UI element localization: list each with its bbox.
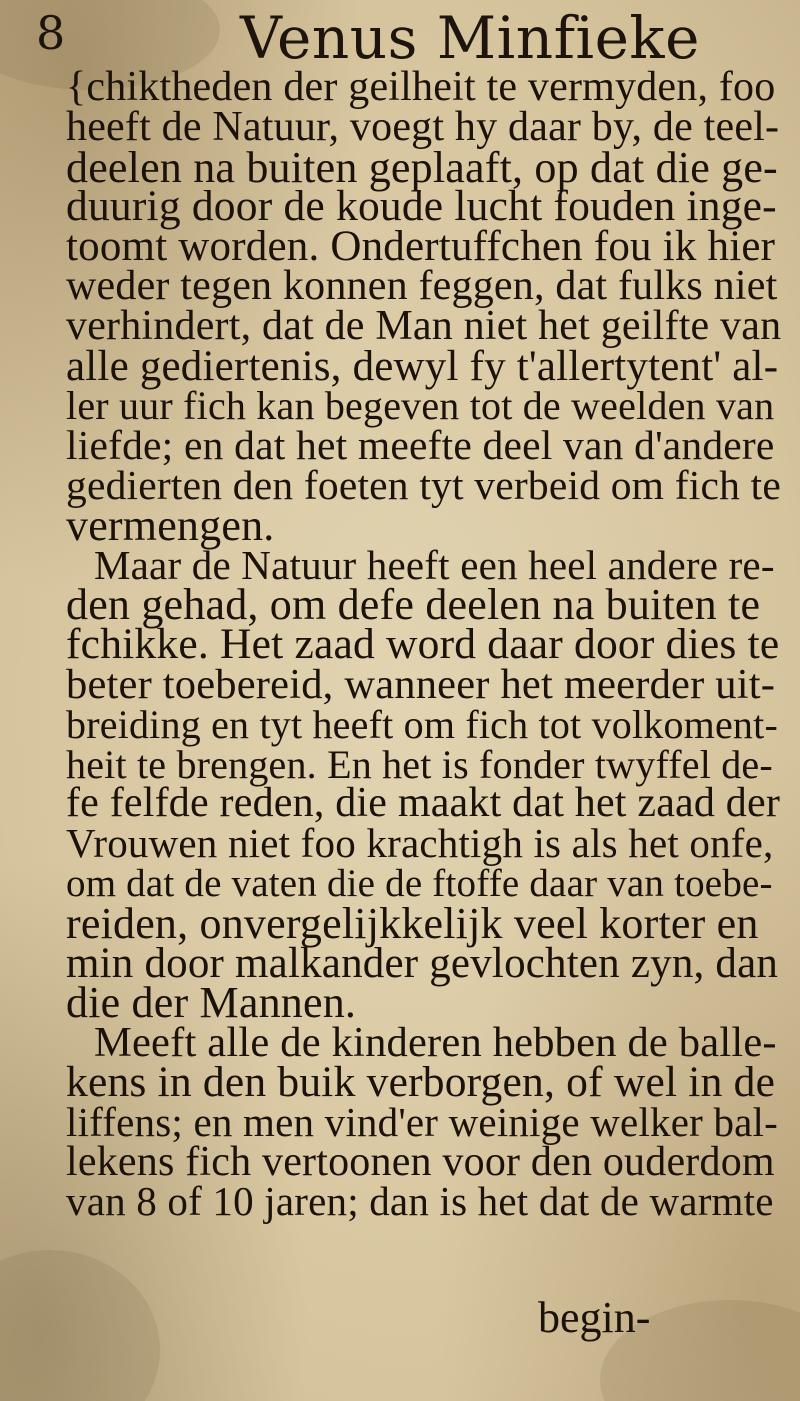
text-line: alle gediertenis, dewyl fy t'allertytent' al- [66, 342, 779, 390]
text-line: beter toebereid, wanneer het meerder uit- [66, 660, 776, 708]
text-line: den gehad, om defe deelen na buiten te [66, 580, 761, 630]
text-line: fe felfde reden, die maakt dat het zaad der [66, 780, 781, 827]
text-line: gedierten den foeten tyt verbeid om fich te [66, 461, 781, 508]
text-line: breiding en tyt heeft om fich tot volkoment- [66, 701, 778, 747]
text-line: liefde; en dat het meefte deel van d'andere [66, 422, 775, 469]
page-number: 8 [36, 6, 66, 60]
text-line: fchikke. Het zaad word daar door dies te [66, 620, 780, 669]
text-line: weder tegen konnen feggen, dat fulks niet [66, 262, 778, 309]
text-line: liffens; en men vind'er weinige welker bal- [66, 1098, 778, 1145]
catchword: begin- [538, 1293, 651, 1342]
text-line: vermengen. [66, 500, 275, 550]
page-header [0, 4, 800, 72]
text-line: lekens fich vertoonen voor den ouderdom [66, 1138, 775, 1185]
text-line: die der Mannen. [66, 978, 357, 1028]
text-line: om dat de vaten die de ftoffe daar van toebe- [66, 861, 773, 905]
text-line: toomt worden. Ondertuffchen fou ik hier [66, 223, 776, 271]
paper-stain [0, 1250, 160, 1401]
paragraph-start-line: Meeft alle de kinderen hebben de balle- [94, 1019, 777, 1067]
text-line: deelen na buiten geplaaft, op dat die ge- [66, 142, 778, 192]
text-line: reiden, onvergelijkkelijk veel korter en [66, 898, 759, 948]
text-line: min door malkander gevlochten zyn, dan [66, 939, 779, 987]
text-line: {chiktheden der geilheit te vermyden, foo [66, 64, 776, 110]
text-line: heit te brengen. En het is fonder twyffel de- [66, 741, 773, 787]
text-line: ler uur fich kan begeven tot de weelden van [66, 383, 775, 429]
text-line: van 8 of 10 jaren; dan is het dat de warmte [66, 1178, 774, 1225]
body-text [66, 64, 782, 1225]
text-line: verhindert, dat de Man niet het geilfte van [66, 302, 782, 349]
paragraph-start-line: Maar de Natuur heeft een heel andere re- [94, 541, 775, 588]
text-line: heeft de Natuur, voegt hy daar by, de teel- [66, 103, 780, 150]
text-line: Vrouwen niet foo krachtigh is als het onfe, [66, 820, 774, 867]
text-line: kens in den buik verborgen, of wel in de [66, 1057, 776, 1106]
text-line: duurig door de koude lucht fouden inge- [66, 182, 777, 231]
running-title: Venus Minfieke [240, 4, 700, 72]
